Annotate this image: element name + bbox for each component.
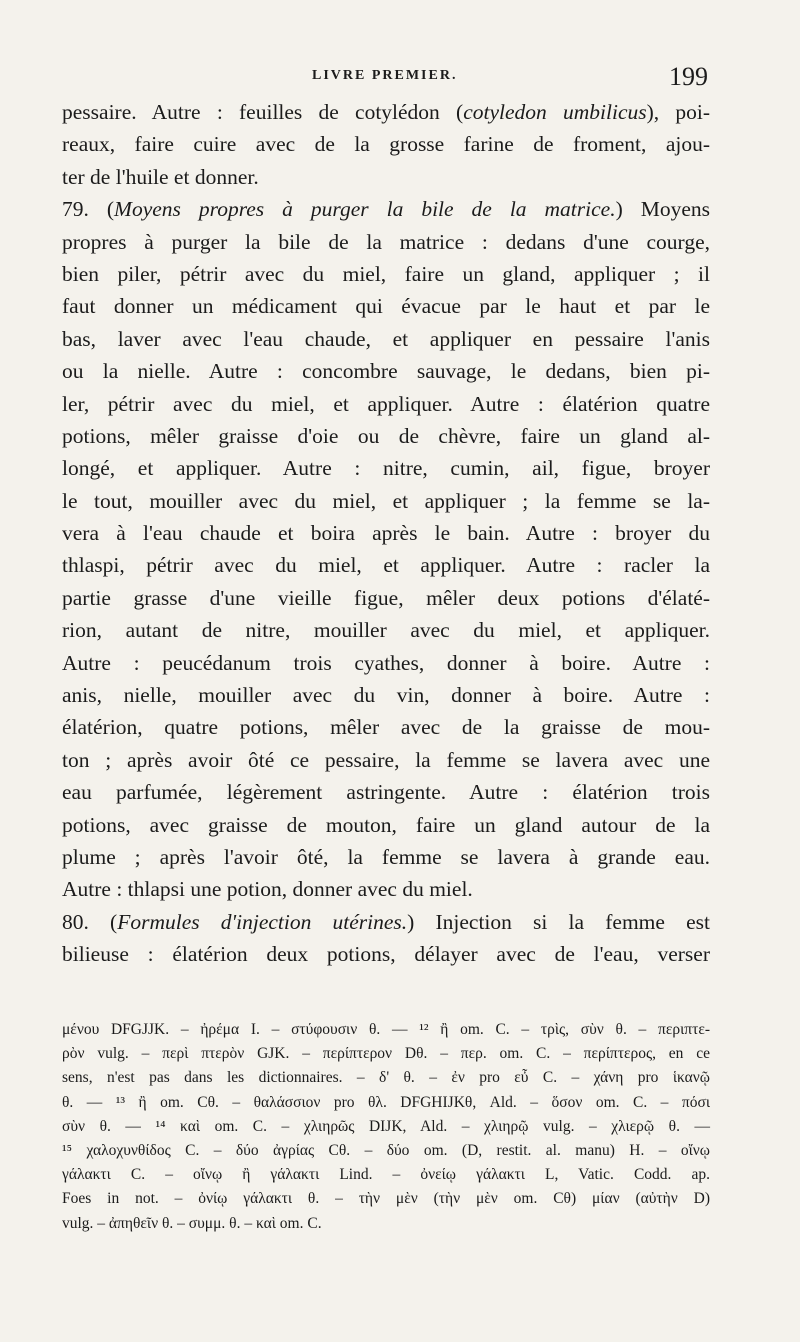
page-number: 199: [669, 62, 708, 91]
text-run: vera à l'eau chaude et boira après le bain. Autre : broyer du: [62, 521, 710, 546]
text-run: thlaspi, pétrir avec du miel, et appliquer. Autre : racler la: [62, 553, 710, 578]
text-run: longé, et appliquer. Autre : nitre, cumin, ail, figue, broyer: [62, 456, 710, 481]
body-line: [62, 614, 710, 646]
text-run: partie grasse d'une vieille figue, mêler deux potions d'élaté-: [62, 585, 710, 610]
footnote-line: ρὸν vulg. – περὶ πτερὸν GJK. – περίπτερον Dθ. – περ. om. C. – περίπτερος, en ce: [62, 1045, 710, 1063]
text-run: ) Moyens: [615, 197, 710, 222]
footnote-line: σὺν θ. — ¹⁴ καὶ om. C. – χλιηρῶς DIJK, Ald. – χλιηρῷ vulg. – χλιερῷ θ. —: [62, 1117, 710, 1135]
body-line: [62, 647, 710, 679]
body-line: [62, 809, 710, 841]
body-line: [62, 388, 710, 420]
italic-run: cotyledon umbilicus: [463, 100, 647, 124]
text-run: le tout, mouiller avec du miel, et appliquer ; la femme se la-: [62, 488, 710, 513]
text-run: potions, avec graisse de mouton, faire un gland autour de la: [62, 812, 710, 837]
body-line: [62, 452, 710, 484]
body-line: [62, 938, 710, 970]
footnote-line: μένου DFGJJK. – ἠρέμα I. – στύφουσιν θ. — ¹² ἢ om. C. – τρὶς, σὺν θ. – περιπτε-: [62, 1021, 710, 1038]
italic-run: Formules d'injection utérines.: [117, 909, 408, 934]
footnote-line: θ. — ¹³ ἢ om. Cθ. – θαλάσσιον pro θλ. DFGHIJKθ, Ald. – ὅσον om. C. – πόσι: [62, 1093, 710, 1111]
text-run: plume ; après l'avoir ôté, la femme se lavera à grande eau.: [62, 844, 710, 869]
body-line: [62, 485, 710, 517]
text-run: reaux, faire cuire avec de la grosse farine de froment, ajou-: [62, 132, 710, 157]
text-run: ler, pétrir avec du miel, et appliquer. Autre : élatérion quatre: [62, 391, 710, 416]
text-run: ton ; après avoir ôté ce pessaire, la femme se lavera avec une: [62, 747, 710, 772]
body-text: [62, 96, 710, 971]
text-run: Autre : thlapsi une potion, donner avec du miel.: [62, 877, 473, 902]
body-line: [62, 226, 710, 258]
body-line: [62, 776, 710, 808]
body-line: [62, 906, 710, 938]
body-line: [62, 290, 710, 322]
body-line: [62, 873, 710, 905]
running-title: LIVRE PREMIER.: [312, 68, 458, 83]
body-line: [62, 355, 710, 387]
body-line: [62, 582, 710, 614]
body-line: [62, 679, 710, 711]
italic-run: Moyens propres à purger la bile de la matrice.: [114, 197, 616, 222]
text-run: pessaire. Autre : feuilles de cotylédon (: [62, 100, 464, 124]
running-head: [62, 62, 708, 92]
body-line: [62, 517, 710, 549]
text-run: élatérion, quatre potions, mêler avec de la graisse de mou-: [62, 715, 710, 740]
text-run: ) Injection si la femme est: [407, 909, 710, 934]
text-run: anis, nielle, mouiller avec du vin, donner à boire. Autre :: [62, 683, 710, 708]
text-run: potions, mêler graisse d'oie ou de chèvre, faire un gland al-: [62, 423, 710, 448]
footnote-line: Foes in not. – ὀνίῳ γάλακτι θ. – τὴν μὲν (τὴν μὲν om. Cθ) μίαν (αὐτὴν D): [62, 1190, 710, 1208]
text-run: Autre : peucédanum trois cyathes, donner à boire. Autre :: [62, 650, 710, 675]
text-run: rion, autant de nitre, mouiller avec du miel, et appliquer.: [62, 618, 710, 643]
body-line: [62, 323, 710, 355]
text-run: bien piler, pétrir avec du miel, faire un gland, appliquer ; il: [62, 261, 710, 286]
text-run: bilieuse : élatérion deux potions, délayer avec de l'eau, verser: [62, 942, 710, 967]
text-run: 79. (: [62, 197, 115, 222]
body-line: [62, 96, 710, 128]
footnotes: [62, 1018, 710, 1236]
body-line: [62, 744, 710, 776]
text-run: ter de l'huile et donner.: [62, 164, 259, 189]
footnote-line: vulg. – ἀπηθεῖν θ. – συμμ. θ. – καὶ om. C.: [62, 1214, 322, 1232]
body-line: [62, 420, 710, 452]
text-run: ou la nielle. Autre : concombre sauvage, le dedans, bien pi-: [62, 359, 710, 384]
footnote-line: sens, n'est pas dans les dictionnaires. – δ' θ. – ἐν pro εὖ C. – χάνη pro ἱκανῷ: [62, 1069, 710, 1087]
body-line: [62, 549, 710, 581]
text-run: ), poi-: [646, 100, 710, 124]
text-run: bas, laver avec l'eau chaude, et appliquer en pessaire l'anis: [62, 326, 710, 351]
body-line: [62, 841, 710, 873]
text-run: faut donner un médicament qui évacue par le haut et par le: [62, 294, 710, 319]
body-line: [62, 258, 710, 290]
body-line: [62, 161, 710, 193]
text-run: 80. (: [62, 909, 118, 934]
text-run: eau parfumée, légèrement astringente. Autre : élatérion trois: [62, 780, 710, 805]
footnote-line: γάλακτι C. – οἴνῳ ἢ γάλακτι Lind. – ὀνείῳ γάλακτι L, Vatic. Codd. ap.: [62, 1166, 710, 1184]
text-run: propres à purger la bile de la matrice : dedans d'une courge,: [62, 229, 710, 254]
body-line: [62, 128, 710, 160]
footnote-line: ¹⁵ χαλοχυνθίδος C. – δύο ἀγρίας Cθ. – δύο om. (D, restit. al. manu) H. – οἴνῳ: [62, 1141, 710, 1159]
body-line: [62, 711, 710, 743]
body-line: [62, 193, 710, 225]
